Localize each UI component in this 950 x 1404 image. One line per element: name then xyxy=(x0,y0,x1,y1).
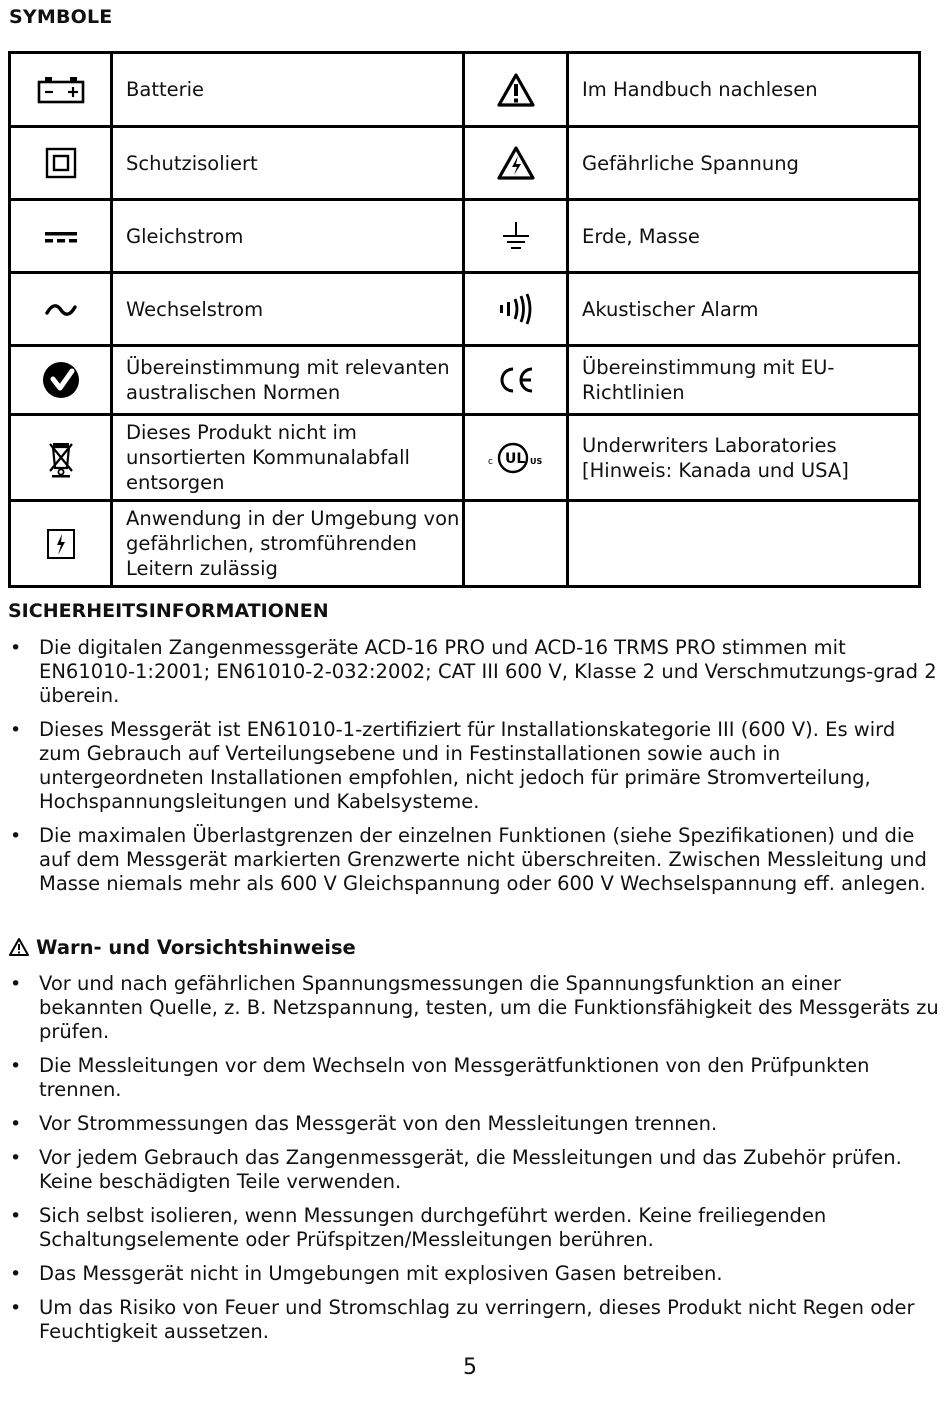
ul-mark-icon xyxy=(486,441,546,475)
table-row xyxy=(10,501,920,587)
symbol-label: Gleichstrom xyxy=(112,200,464,273)
icon-cell xyxy=(10,415,112,501)
list-item-text: Sich selbst isolieren, wenn Messungen durchgeführt werden. Keine freiliegenden Schaltungselemente oder Prüfspitzen/Messleitungen berühren. xyxy=(39,1204,827,1251)
list-item xyxy=(0,1204,940,1252)
symbol-label: Anwendung in der Umgebung von gefährlichen, stromführenden Leitern zulässig xyxy=(112,501,464,587)
ul-us-text: US xyxy=(529,456,542,466)
section-heading-safety: SICHERHEITSINFORMATIONEN xyxy=(8,600,329,622)
warning-triangle-icon xyxy=(496,72,536,108)
list-item xyxy=(0,1146,940,1194)
icon-cell xyxy=(10,127,112,200)
list-item-text: Das Messgerät nicht in Umgebungen mit explosiven Gasen betreiben. xyxy=(39,1262,723,1285)
symbol-label: Akustischer Alarm xyxy=(568,273,920,346)
bullet: • xyxy=(10,719,22,741)
symbol-label: Erde, Masse xyxy=(568,200,920,273)
battery-icon xyxy=(36,75,86,105)
bullet: • xyxy=(10,1297,22,1319)
list-item-text: Die digitalen Zangenmessgeräte ACD-16 PRO und ACD-16 TRMS PRO stimmen mit EN61010-1:2001; EN61010-2-032:2002; CAT III 600 V, Klasse 2 und Verschmutzungs-grad 2 überein. xyxy=(39,636,937,707)
ac-current-icon xyxy=(45,302,77,318)
table-row xyxy=(10,273,920,346)
symbol-label: Wechselstrom xyxy=(112,273,464,346)
symbol-label: Batterie xyxy=(112,53,464,127)
ce-mark-icon xyxy=(496,366,536,394)
dc-current-icon xyxy=(44,229,78,245)
section-heading-warnings xyxy=(8,936,356,959)
list-item-text: Vor und nach gefährlichen Spannungsmessungen die Spannungsfunktion an einer bekannten Quelle, z. B. Netzspannung, testen, um die Funktionsfähigkeit des Messgeräts zu prüfen. xyxy=(39,972,939,1043)
ul-c-text: c xyxy=(487,456,493,467)
ul-text: UL xyxy=(504,450,525,467)
symbol-label: Underwriters Laboratories [Hinweis: Kanada und USA] xyxy=(568,415,920,501)
safety-list xyxy=(0,636,940,906)
table-row xyxy=(10,200,920,273)
list-item-text: Vor jedem Gebrauch das Zangenmessgerät, die Messleitungen und das Zubehör prüfen. Keine beschädigten Teile verwenden. xyxy=(39,1146,902,1193)
symbol-label: Schutzisoliert xyxy=(112,127,464,200)
list-item xyxy=(0,1262,940,1286)
warnings-heading-text: Warn- und Vorsichtshinweise xyxy=(36,936,356,959)
icon-cell xyxy=(464,200,568,273)
list-item xyxy=(0,972,940,1044)
symbol-label: Im Handbuch nachlesen xyxy=(568,53,920,127)
icon-cell xyxy=(10,273,112,346)
icon-cell xyxy=(10,200,112,273)
table-row xyxy=(10,346,920,415)
list-item-text: Die maximalen Überlastgrenzen der einzelnen Funktionen (siehe Spezifikationen) und die auf dem Messgerät markierten Grenzwerte nicht überschreiten. Zwischen Messleitung und Masse niemals mehr als 600 V Gleichspannung oder 600 V Wechselspannung eff. anlegen. xyxy=(39,824,927,895)
list-item-text: Um das Risiko von Feuer und Stromschlag zu verringern, dieses Produkt nicht Regen oder Feuchtigkeit aussetzen. xyxy=(39,1296,915,1343)
bullet: • xyxy=(10,825,22,847)
table-row xyxy=(10,415,920,501)
list-item-text: Die Messleitungen vor dem Wechseln von Messgerätfunktionen von den Prüfpunkten trennen. xyxy=(39,1054,870,1101)
symbol-label: Übereinstimmung mit relevanten australischen Normen xyxy=(112,346,464,415)
list-item xyxy=(0,718,940,814)
high-voltage-triangle-icon xyxy=(496,145,536,181)
list-item xyxy=(0,1054,940,1102)
bullet: • xyxy=(10,637,22,659)
live-conductor-icon xyxy=(46,528,76,560)
symbol-label: Gefährliche Spannung xyxy=(568,127,920,200)
empty-label-cell xyxy=(568,501,920,587)
icon-cell xyxy=(464,127,568,200)
icon-cell xyxy=(10,501,112,587)
warnings-list xyxy=(0,972,940,1354)
symbol-label: Übereinstimmung mit EU-Richtlinien xyxy=(568,346,920,415)
bullet: • xyxy=(10,1147,22,1169)
table-row xyxy=(10,127,920,200)
list-item-text: Dieses Messgerät ist EN61010-1-zertifiziert für Installationskategorie III (600 V). Es wird zum Gebrauch auf Verteilungsebene und in Festinstallationen sowie auch in untergeordneten Installationen empfohlen, nicht jedoch für primäre Stromverteilung, Hochspannungsleitungen und Kabelsysteme. xyxy=(39,718,896,813)
icon-cell xyxy=(10,346,112,415)
empty-icon-cell xyxy=(464,501,568,587)
symbol-label: Dieses Produkt nicht im unsortierten Kommunalabfall entsorgen xyxy=(112,415,464,501)
list-item xyxy=(0,824,940,896)
ground-icon xyxy=(500,220,532,252)
ctick-icon xyxy=(41,360,81,400)
acoustic-alarm-icon xyxy=(498,293,534,325)
double-insulation-icon xyxy=(45,147,77,179)
bullet: • xyxy=(10,1113,22,1135)
bullet: • xyxy=(10,1263,22,1285)
icon-cell xyxy=(10,53,112,127)
list-item xyxy=(0,1112,940,1136)
bullet: • xyxy=(10,973,22,995)
table-row xyxy=(10,53,920,127)
icon-cell xyxy=(464,346,568,415)
weee-bin-icon xyxy=(48,438,74,478)
list-item-text: Vor Strommessungen das Messgerät von den Messleitungen trennen. xyxy=(39,1112,718,1135)
symbols-table xyxy=(8,51,921,588)
warning-triangle-icon xyxy=(8,937,30,957)
list-item xyxy=(0,1296,940,1344)
bullet: • xyxy=(10,1055,22,1077)
icon-cell xyxy=(464,273,568,346)
section-heading-symbols: SYMBOLE xyxy=(9,6,113,28)
icon-cell xyxy=(464,53,568,127)
icon-cell xyxy=(464,415,568,501)
bullet: • xyxy=(10,1205,22,1227)
page-number: 5 xyxy=(463,1355,477,1380)
list-item xyxy=(0,636,940,708)
